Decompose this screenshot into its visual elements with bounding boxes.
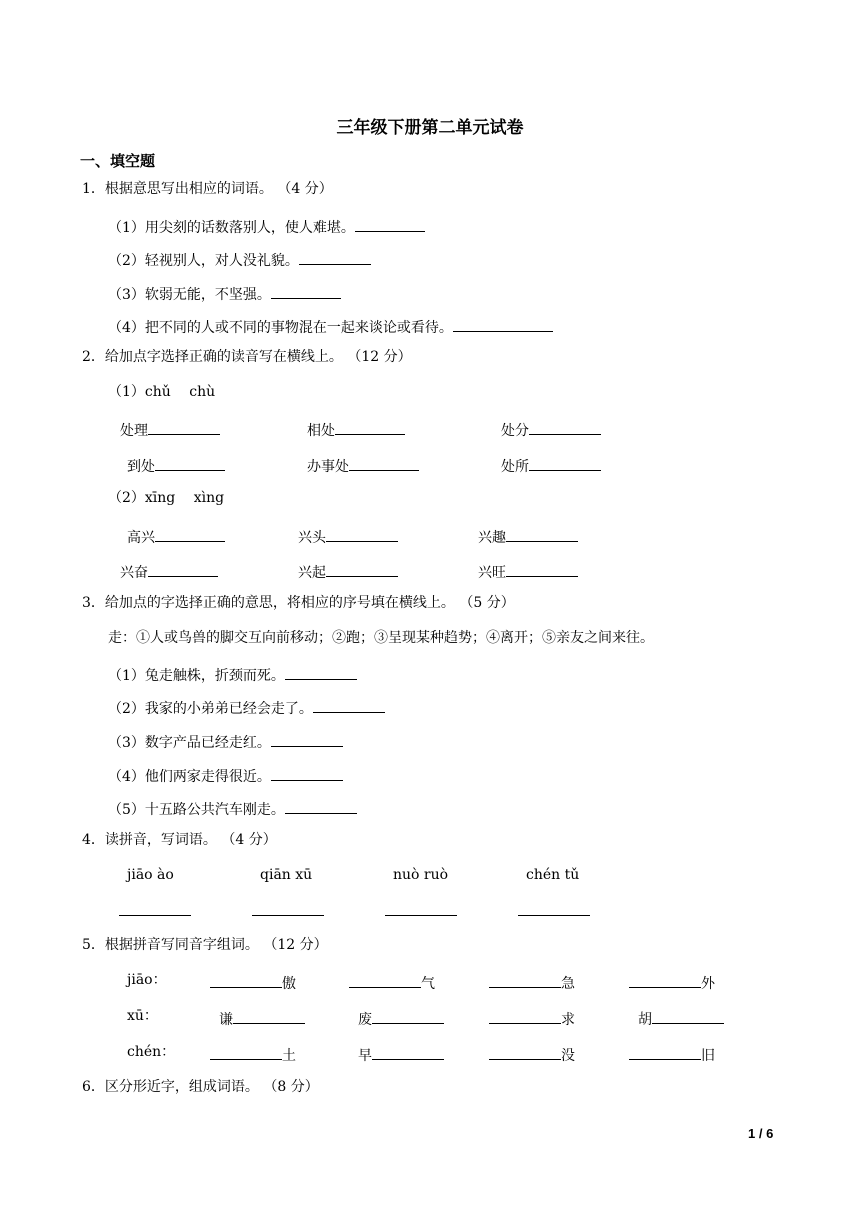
answer-blank[interactable]	[155, 456, 225, 471]
q3-item-3: （3）数字产品已经走红。	[108, 732, 343, 750]
answer-blank[interactable]	[629, 1045, 701, 1060]
q5-cell: 废	[358, 1009, 444, 1027]
q4-pinyin: qiān xū	[260, 867, 313, 883]
answer-blank[interactable]	[285, 799, 357, 814]
q1-item-4: （4）把不同的人或不同的事物混在一起来谈论或看待。	[108, 317, 553, 335]
page-title: 三年级下册第二单元试卷	[336, 118, 524, 138]
q4-pinyin: chén tǔ	[526, 867, 580, 883]
answer-blank[interactable]	[489, 973, 561, 988]
q5-cell: 胡	[638, 1009, 724, 1027]
answer-blank[interactable]	[210, 1045, 282, 1060]
q2-word: 兴奋	[120, 562, 218, 580]
q5-cell: 早	[358, 1045, 444, 1063]
q2-word: 相处	[307, 420, 405, 438]
q2-word: 处分	[501, 420, 601, 438]
q1-item-3: （3）软弱无能，不坚强。	[108, 284, 341, 302]
answer-blank[interactable]	[629, 973, 701, 988]
answer-blank[interactable]	[652, 1009, 724, 1024]
q2-word: 处理	[120, 420, 220, 438]
answer-blank[interactable]	[155, 527, 225, 542]
q2-word: 兴趣	[478, 527, 578, 545]
answer-blank[interactable]	[148, 420, 220, 435]
q5-row-label: jiāo：	[127, 972, 167, 988]
q2-word: 到处	[127, 456, 225, 474]
question-1-stem: 1．根据意思写出相应的词语。 （4 分）	[82, 181, 333, 197]
answer-blank[interactable]	[506, 562, 578, 577]
q3-item-2: （2）我家的小弟弟已经会走了。	[108, 698, 385, 716]
question-5-stem: 5．根据拼音写同音字组词。 （12 分）	[82, 937, 328, 953]
question-3-stem: 3．给加点的字选择正确的意思，将相应的序号填在横线上。 （5 分）	[82, 595, 515, 611]
answer-blank[interactable]	[313, 698, 385, 713]
answer-blank[interactable]	[355, 217, 425, 232]
q5-cell: 没	[489, 1045, 575, 1063]
q3-item-5: （5）十五路公共汽车刚走。	[108, 799, 357, 817]
question-2-stem: 2．给加点字选择正确的读音写在横线上。 （12 分）	[82, 349, 412, 365]
q5-cell: 谦	[219, 1009, 305, 1027]
answer-blank[interactable]	[285, 665, 357, 680]
q4-pinyin: nuò ruò	[393, 867, 449, 883]
section-heading: 一、填空题	[80, 152, 156, 170]
q5-cell: 外	[629, 973, 715, 991]
answer-blank[interactable]	[349, 456, 419, 471]
q2-word: 兴起	[298, 562, 398, 580]
answer-blank[interactable]	[148, 562, 218, 577]
answer-blank[interactable]	[489, 1045, 561, 1060]
answer-blank[interactable]	[233, 1009, 305, 1024]
q3-meanings: 走：①人或鸟兽的脚交互向前移动；②跑；③呈现某种趋势；④离开；⑤亲友之间来往。	[108, 630, 654, 646]
answer-blank[interactable]	[489, 1009, 561, 1024]
answer-blank[interactable]	[529, 456, 601, 471]
answer-blank[interactable]	[372, 1045, 444, 1060]
q2-word: 处所	[501, 456, 601, 474]
q3-item-1: （1）兔走触株，折颈而死。	[108, 665, 357, 683]
q2-sub2-label: （2）xīng xìng	[108, 490, 225, 506]
answer-blank[interactable]	[529, 420, 601, 435]
answer-blank[interactable]	[271, 732, 343, 747]
q4-pinyin: jiāo ào	[127, 867, 174, 883]
answer-blank[interactable]	[210, 973, 282, 988]
q2-word: 办事处	[307, 456, 419, 474]
q1-item-1: （1）用尖刻的话数落别人，使人难堪。	[108, 217, 425, 235]
q5-row-label: xū：	[127, 1008, 158, 1024]
q5-cell: 土	[210, 1045, 296, 1063]
q2-word: 兴旺	[478, 562, 578, 580]
answer-blank[interactable]	[271, 766, 343, 781]
q5-cell: 求	[489, 1009, 575, 1027]
q5-cell: 傲	[210, 973, 296, 991]
q3-item-4: （4）他们两家走得很近。	[108, 766, 343, 784]
answer-blank[interactable]	[372, 1009, 444, 1024]
answer-blank[interactable]	[252, 901, 324, 919]
question-4-stem: 4．读拼音，写词语。 （4 分）	[82, 832, 277, 848]
q5-cell: 急	[489, 973, 575, 991]
answer-blank[interactable]	[326, 527, 398, 542]
q2-word: 兴头	[298, 527, 398, 545]
page-number: 1 / 6	[748, 1126, 774, 1141]
answer-blank[interactable]	[506, 527, 578, 542]
q5-cell: 旧	[629, 1045, 715, 1063]
q5-row-label: chén：	[127, 1044, 176, 1060]
answer-blank[interactable]	[453, 317, 553, 332]
answer-blank[interactable]	[335, 420, 405, 435]
q5-cell: 气	[349, 973, 435, 991]
answer-blank[interactable]	[271, 284, 341, 299]
q2-word: 高兴	[127, 527, 225, 545]
q1-item-2: （2）轻视别人，对人没礼貌。	[108, 250, 371, 268]
answer-blank[interactable]	[326, 562, 398, 577]
question-6-stem: 6．区分形近字，组成词语。 （8 分）	[82, 1079, 319, 1095]
q2-sub1-label: （1）chǔ chù	[108, 384, 216, 400]
answer-blank[interactable]	[518, 901, 590, 919]
answer-blank[interactable]	[385, 901, 457, 919]
answer-blank[interactable]	[349, 973, 421, 988]
answer-blank[interactable]	[119, 901, 191, 919]
answer-blank[interactable]	[299, 250, 371, 265]
